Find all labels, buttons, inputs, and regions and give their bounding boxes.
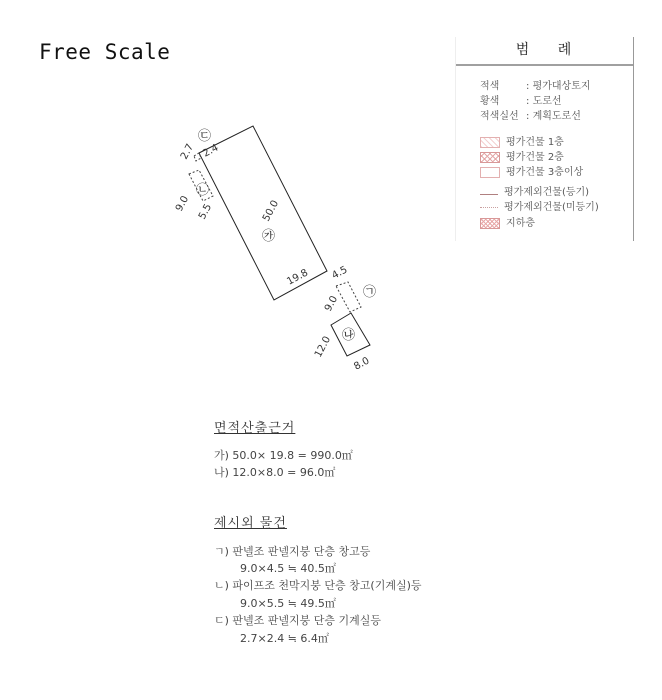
dim-ga-width: 19.8 bbox=[285, 267, 311, 288]
excluded-item-giyeok: ㄱ) 판넬조 판넬지붕 단층 창고등 bbox=[214, 545, 371, 558]
excluded-calc-nieun: 9.0×5.5 ≒ 49.5㎡ bbox=[240, 597, 336, 610]
legend-row-red: 적색 : 평가대상토지 bbox=[480, 81, 591, 92]
label-ga: ㉮ bbox=[262, 229, 276, 244]
legend-symbol-basement: 지하층 bbox=[480, 214, 535, 229]
legend-symbol-floor1: 평가건물 1층 bbox=[480, 133, 564, 148]
dim-na-width: 8.0 bbox=[352, 355, 372, 373]
dim-na-length: 12.0 bbox=[312, 334, 334, 360]
label-na: ㉯ bbox=[342, 328, 356, 343]
legend-row-yellow: 황색 : 도로선 bbox=[480, 96, 562, 107]
excluded-items-title: 제시외 물건 bbox=[214, 516, 287, 531]
label-giyeok: ㉠ bbox=[363, 285, 377, 300]
legend-title: 범 례 bbox=[456, 37, 633, 66]
area-line-na: 나) 12.0×8.0 = 96.0㎡ bbox=[214, 466, 336, 479]
legend-symbol-excluded-registered: 평가제외건물(등기) bbox=[480, 183, 589, 198]
legend-row-red-line: 적색실선 : 계획도로선 bbox=[480, 111, 581, 122]
dim-digeut-length: 2.7 bbox=[178, 142, 197, 162]
area-basis-title: 면적산출근거 bbox=[214, 421, 296, 436]
dim-digeut-width: 2.4 bbox=[201, 142, 221, 160]
dim-nieun-width: 5.5 bbox=[196, 202, 215, 222]
dim-giyeok-width: 4.5 bbox=[330, 264, 350, 282]
excluded-calc-digeut: 2.7×2.4 ≒ 6.4㎡ bbox=[240, 632, 329, 645]
excluded-item-digeut: ㄷ) 판넬조 판넬지붕 단층 기계실등 bbox=[214, 614, 382, 627]
label-nieun: ㉡ bbox=[196, 183, 210, 198]
dim-nieun-length: 9.0 bbox=[173, 194, 192, 214]
legend-symbol-floor2: 평가건물 2층 bbox=[480, 148, 564, 163]
label-digeut: ㉢ bbox=[198, 129, 212, 144]
scale-label: Free Scale bbox=[39, 40, 171, 64]
dim-ga-length: 50.0 bbox=[260, 198, 282, 224]
excluded-item-nieun: ㄴ) 파이프조 천막지붕 단층 창고(기계실)등 bbox=[214, 579, 422, 592]
excluded-giyeok bbox=[336, 282, 361, 312]
dim-giyeok-length: 9.0 bbox=[322, 294, 341, 314]
excluded-calc-giyeok: 9.0×4.5 ≒ 40.5㎡ bbox=[240, 562, 336, 575]
legend-symbol-excluded-unregistered: 평가제외건물(미등기) bbox=[480, 198, 599, 213]
area-line-ga: 가) 50.0× 19.8 = 990.0㎡ bbox=[214, 449, 353, 462]
legend-symbol-floor3: 평가건물 3층이상 bbox=[480, 163, 583, 178]
